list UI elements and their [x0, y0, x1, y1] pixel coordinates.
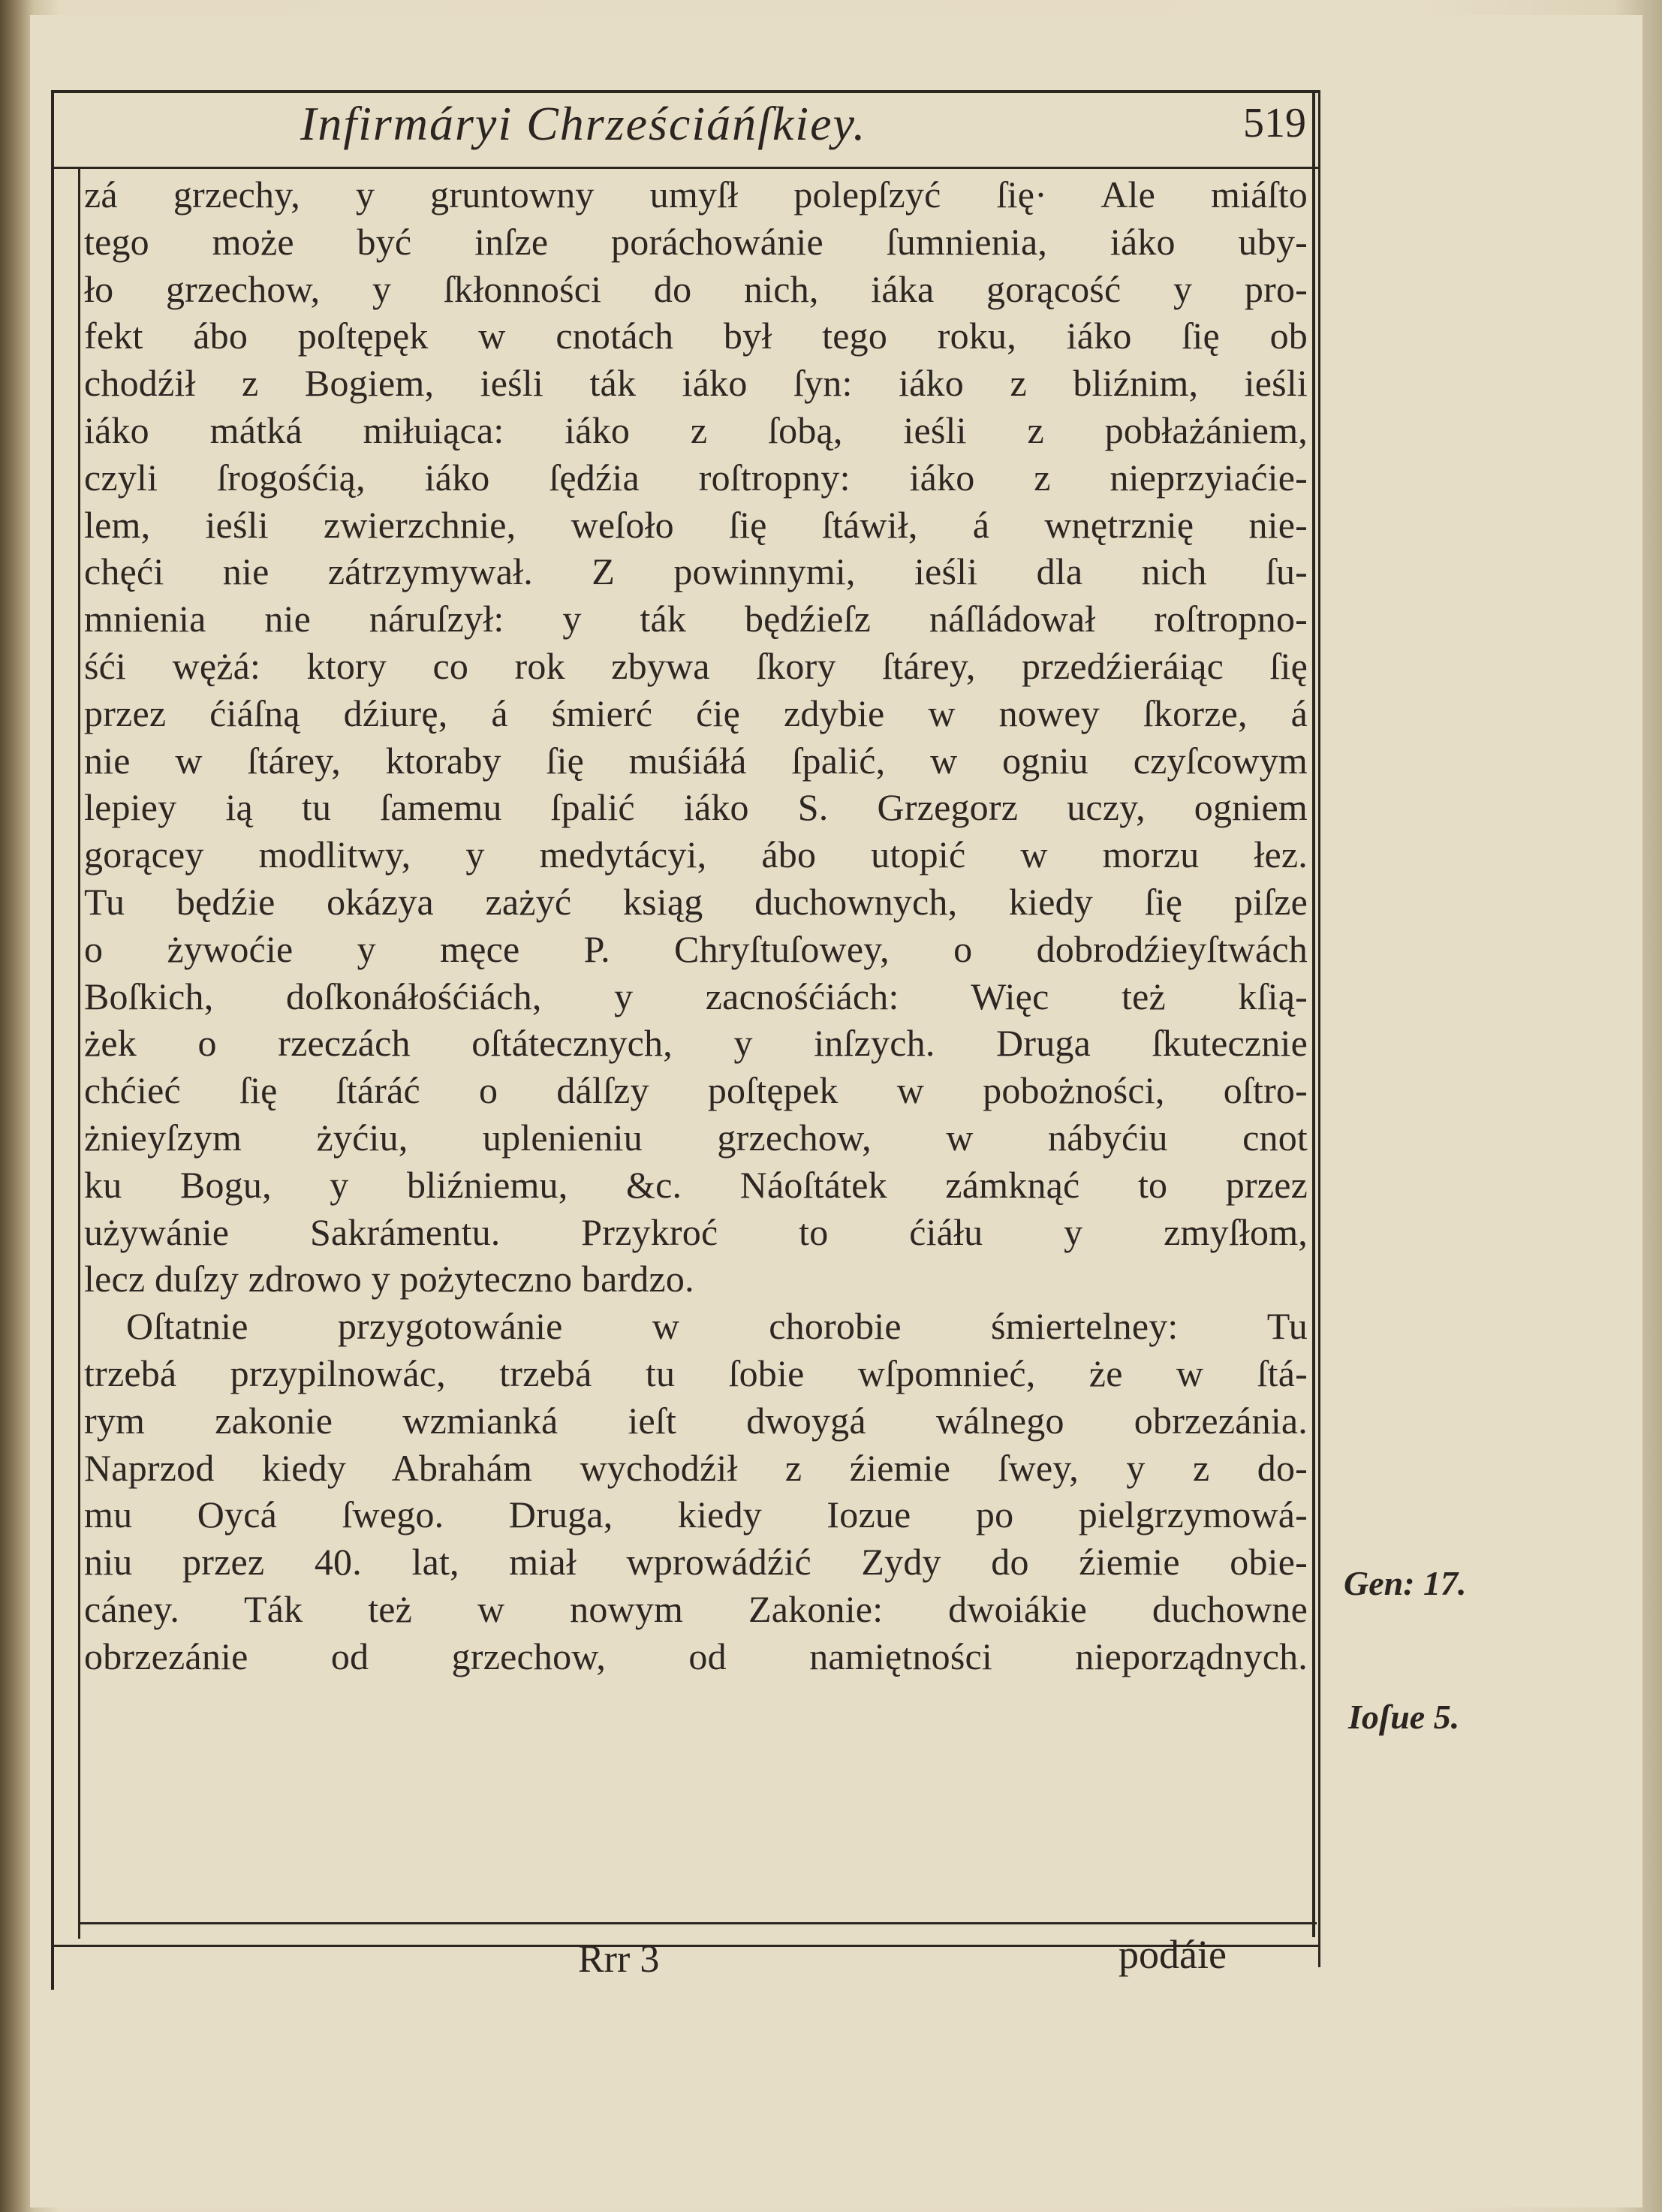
text-line: ku Bogu, y bliźniemu, &c. Náoſtátek zámknąć to przez — [84, 1163, 1308, 1206]
text-line: chęći nie zátrzymywał. Z powinnymi, ieśli dla nich ſu- — [84, 550, 1308, 593]
left-inner-rule — [78, 167, 80, 1939]
text-line: rym zakonie wzmianká ieſt dwoygá wálnego obrzezánia. — [84, 1399, 1308, 1442]
main-text-block — [84, 171, 1308, 1680]
signature-mark: Rrr 3 — [578, 1938, 660, 1981]
text-line: fekt ábo poſtępęk w cnotách był tego roku, iáko ſię ob — [84, 315, 1308, 357]
paragraph-start-line: Oſtatnie przygotowánie w chorobie śmiertelney: Tu — [126, 1305, 1308, 1348]
text-line: żek o rzeczách oſtátecznych, y inſzych. Druga ſkutecznie — [84, 1022, 1308, 1065]
catchword: podáie — [1119, 1932, 1227, 1977]
text-line: iáko mátká miłuiąca: iáko z ſobą, ieśli z pobłażániem, — [84, 408, 1308, 451]
text-line: przez ćiáſną dźiurę, á śmierć ćię zdybie w nowey ſkorze, á — [84, 692, 1308, 734]
margin-note-genesis: Gen: 17. — [1344, 1564, 1467, 1602]
text-line: trzebá przypilnowác, trzebá tu ſobie wſpomnieć, że w ſtá- — [84, 1352, 1308, 1394]
text-line: lecz duſzy zdrowo y pożyteczno bardzo. — [84, 1258, 694, 1300]
margin-column-rule — [1318, 90, 1320, 1967]
text-line: Naprzod kiedy Abrahám wychodźił z źiemie ſwey, y z do- — [84, 1446, 1308, 1489]
running-header — [53, 96, 1321, 164]
page-number: 519 — [1243, 100, 1306, 146]
text-line: ło grzechow, y ſkłonności do nich, iáka gorącość y pro- — [84, 267, 1308, 310]
text-line: czyli ſrogośćią, iáko ſędźia roſtropny: iáko z nieprzyiaćie- — [84, 456, 1308, 499]
top-rule — [51, 90, 1320, 93]
text-line: Boſkich, doſkonáłośćiách, y zacnośćiách: Więc też kſią- — [84, 975, 1308, 1017]
text-line: chćieć ſię ſtáráć o dálſzy poſtępek w pobożności, oſtro- — [84, 1069, 1308, 1112]
text-line: żnieyſzym żyćiu, uplenieniu grzechow, w nábyćiu cnot — [84, 1116, 1308, 1159]
margin-note-joshua: Ioſue 5. — [1348, 1698, 1460, 1736]
text-line: zá grzechy, y gruntowny umyſł polepſzyć ſię· Ale miáſto — [84, 173, 1308, 215]
text-line: lepiey ią tu ſamemu ſpalić iáko S. Grzegorz uczy, ogniem — [84, 786, 1308, 829]
right-frame-rule — [1312, 90, 1315, 1937]
text-line: tego może być inſze poráchowánie ſumnienia, iáko uby- — [84, 220, 1308, 263]
text-line: Tu będźie okázya zażyć ksiąg duchownych, kiedy ſię piſze — [84, 880, 1308, 923]
text-line: cáney. Ták też w nowym Zakonie: dwoiákie duchowne — [84, 1587, 1308, 1630]
text-line: chodźił z Bogiem, ieśli ták iáko ſyn: iáko z bliźnim, ieśli — [84, 362, 1308, 405]
text-line: mnienia nie náruſzył: y ták będźieſz náſládował roſtropno- — [84, 598, 1308, 640]
text-line: śći wężá: ktory co rok zbywa ſkory ſtárey, przedźieráiąc ſię — [84, 644, 1308, 687]
bottom-rule — [78, 1922, 1317, 1924]
text-line: o żywoćie y męce P. Chryſtuſowey, o dobrodźieyſtwách — [84, 927, 1308, 970]
running-title: Infirmáryi Chrześciáńſkiey. — [300, 97, 867, 150]
text-line: mu Oycá ſwego. Druga, kiedy Iozue po pielgrzymowá- — [84, 1493, 1308, 1536]
header-rule — [51, 167, 1320, 169]
left-frame-rule — [51, 90, 54, 1990]
text-line: obrzezánie od grzechow, od namiętności nieporządnych. — [84, 1635, 1308, 1677]
text-line: lem, ieśli zwierzchnie, weſoło ſię ſtáwił, á wnętrznię nie- — [84, 503, 1308, 546]
text-line: używánie Sakrámentu. Przykroć to ćiáłu y zmyſłom, — [84, 1210, 1308, 1253]
text-line: niu przez 40. lat, miał wprowádźić Zydy do źiemie obie- — [84, 1541, 1308, 1584]
text-line: gorącey modlitwy, y medytácyi, ábo utopić w morzu łez. — [84, 833, 1308, 876]
text-line: nie w ſtárey, ktoraby ſię muśiáłá ſpalić, w ogniu czyſcowym — [84, 739, 1308, 782]
